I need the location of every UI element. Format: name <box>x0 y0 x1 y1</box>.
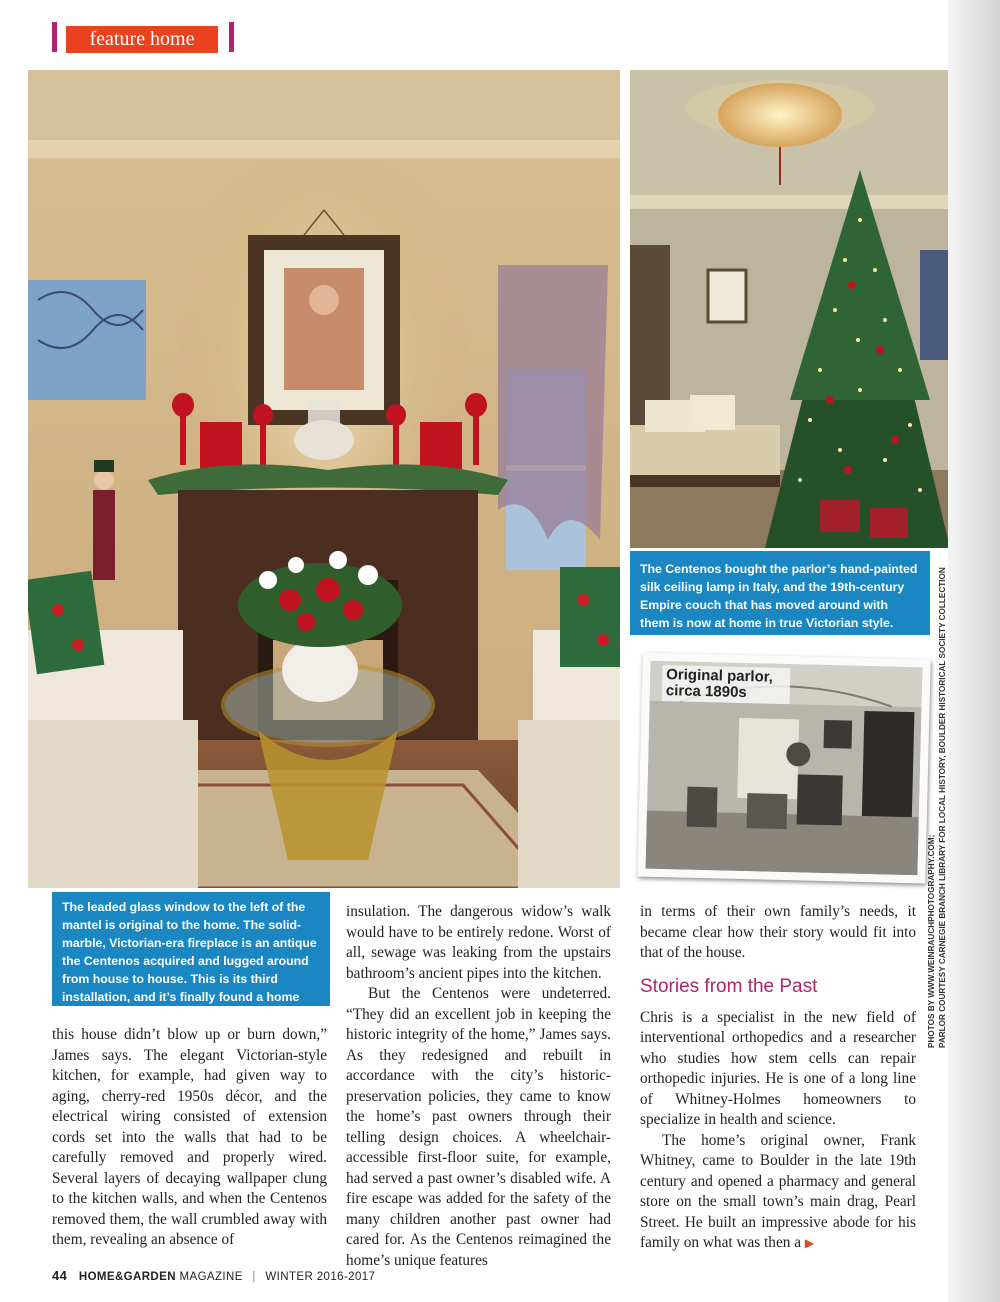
article-paragraph-text: The home’s original owner, Frank Whitney, came to Boulder in the late 19th century and opened a pharmacy and general store on the small town’s main drag, Pearl Street. He built an impressive abode for his family on what was then a <box>640 1131 916 1251</box>
magazine-name: HOME&GARDEN <box>78 1271 176 1283</box>
section-tag: feature home <box>66 26 218 53</box>
footer-separator: | <box>252 1271 256 1283</box>
page-footer <box>52 1268 375 1283</box>
photo-credit-line-2: PARLOR COURTESY CARNEGIE BRANCH LIBRARY FOR LOCAL HISTORY, BOULDER HISTORICAL SOCIETY COLLECTION <box>938 567 947 1048</box>
issue-date: WINTER 2016-2017 <box>265 1271 376 1283</box>
article-paragraph: in terms of their own family’s needs, it became clear how their story would fit into that of the house. <box>640 903 916 961</box>
magazine-suffix: MAGAZINE <box>179 1271 243 1283</box>
article-column-2 <box>346 902 611 1271</box>
page-spine-shadow <box>948 0 1000 1302</box>
article-paragraph: insulation. The dangerous widow’s walk would have to be entirely redone. Worst of all, sewage was leaking from the upstairs bathroom’s ancient pipes into the kitchen. <box>346 903 611 982</box>
tag-bar-right <box>229 22 234 52</box>
tag-bar-left <box>52 22 57 52</box>
article-paragraph: Chris is a specialist in the new field of interventional orthopedics and a researcher who studies how stem cells can repair orthopedic injuries. He is one of a long line of Whitney-Holmes homeowners to specialize in health and science. <box>640 1008 916 1128</box>
photo-credit <box>926 567 948 1048</box>
article-paragraph: this house didn’t blow up or burn down,” James says. The elegant Victorian-style kitchen, for example, had given way to aging, cherry-red 1950s décor, and the electrical wiring consisted of extension cords set into the walls that had to be carefully removed and properly wired. Several layers of decaying wallpaper clung to the kitchen walls, and when the Centenos removed them, the wall crumbled away with them, revealing an absence of <box>52 1026 327 1248</box>
parlor-fireplace-photo <box>28 70 620 888</box>
article-paragraph <box>640 1131 916 1254</box>
photo-credit-line-1: PHOTOS BY WWW.WEINRAUCHPHOTOGRAPHY.COM; <box>927 834 936 1048</box>
continue-arrow-icon: ▶ <box>804 1236 815 1250</box>
christmas-tree-parlor-photo <box>630 70 948 548</box>
article-column-3 <box>640 902 916 1254</box>
page-number: 44 <box>52 1268 68 1283</box>
side-photo-caption: The Centenos bought the parlor’s hand-painted silk ceiling lamp in Italy, and the 19th-century Empire couch that has moved around with them is now at home in true Victorian style. <box>630 551 930 635</box>
main-photo-caption: The leaded glass window to the left of the mantel is original to the home. The solid-marble, Victorian-era fireplace is an antique the Centenos acquired and lugged around from house to house. This is its third installation, and it’s finally found a home that fits its style. <box>52 888 330 1006</box>
section-heading: Stories from the Past <box>640 975 818 997</box>
original-parlor-label: Original parlor, circa 1890s <box>662 665 791 704</box>
original-parlor-photo <box>637 653 930 884</box>
article-paragraph: But the Centenos were undeterred. “They did an excellent job in keeping the historic integrity of the home,” James says. As they redesigned and rebuilt in accordance with the city’s historic-preservation policies, they came to know the home’s past owners through their telling design choices. A wheelchair-accessible first-floor suite, for example, had served a past owner’s disabled wife. A fire escape was added for the safety of the many children another past owner had cared for. As the Centenos reimagined the home’s unique features <box>346 985 611 1269</box>
article-column-1 <box>52 1025 327 1251</box>
